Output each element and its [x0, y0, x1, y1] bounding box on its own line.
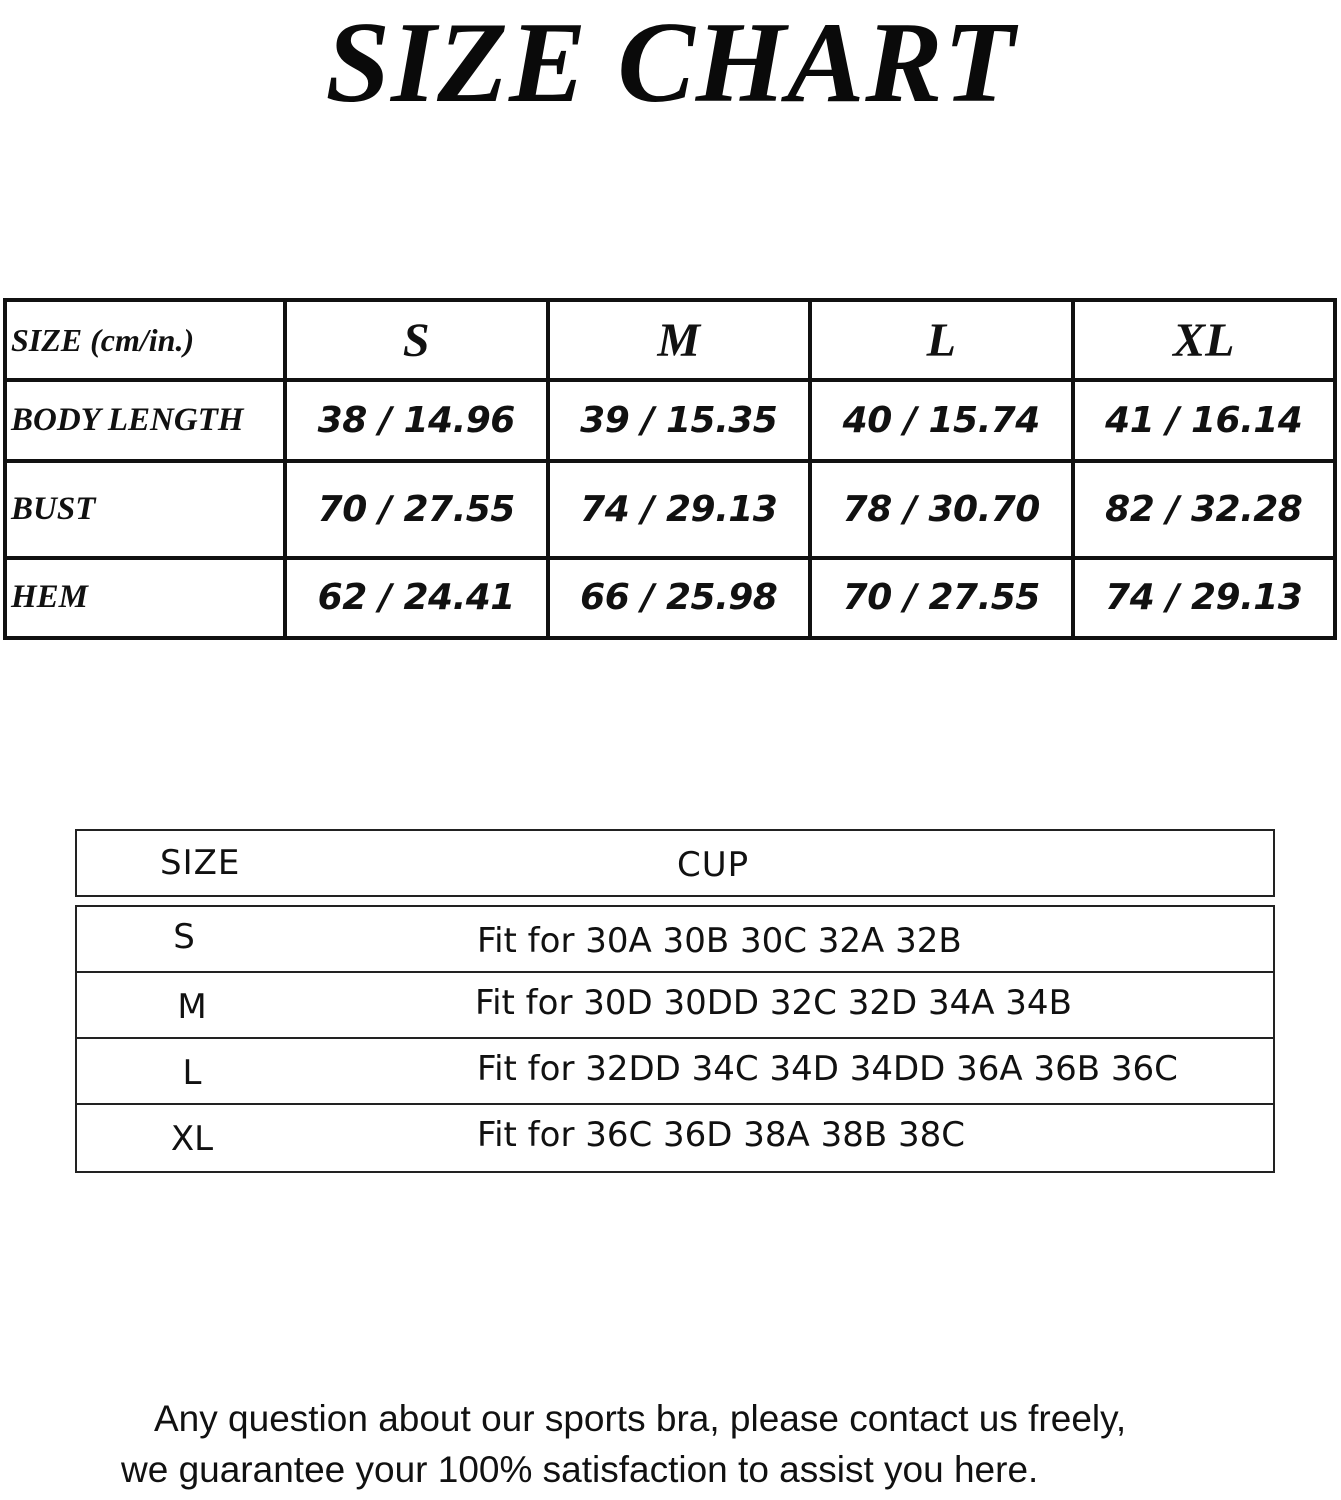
table-header-row [5, 300, 1335, 380]
row-label-hem: HEM [5, 558, 285, 639]
cell-value: 78 / 30.70 [810, 461, 1073, 558]
cup-row-fit: Fit for 30D 30DD 32C 32D 34A 34B [475, 983, 1072, 1023]
cell-value: 62 / 24.41 [285, 558, 548, 639]
cell-value: 40 / 15.74 [810, 380, 1073, 460]
cell-value: 82 / 32.28 [1073, 461, 1336, 558]
row-label-bust: BUST [5, 461, 285, 558]
cup-row-size: S [173, 917, 195, 957]
cell-value: 74 / 29.13 [1073, 558, 1336, 639]
cell-value: 70 / 27.55 [285, 461, 548, 558]
cup-row-size: XL [170, 1119, 214, 1159]
cell-value: 41 / 16.14 [1073, 380, 1336, 460]
table-row [5, 380, 1335, 460]
cup-size-header: SIZE [160, 843, 241, 883]
cup-row-fit: Fit for 36C 36D 38A 38B 38C [477, 1115, 966, 1155]
cup-header: CUP [677, 845, 750, 885]
cup-row-fit: Fit for 30A 30B 30C 32A 32B [477, 921, 962, 961]
cell-value: 66 / 25.98 [548, 558, 811, 639]
cup-row-size: M [177, 987, 207, 1027]
size-header-l: L [810, 300, 1073, 380]
size-header-xl: XL [1073, 300, 1336, 380]
table-row [5, 558, 1335, 639]
header-size-label: SIZE (cm/in.) [5, 300, 285, 380]
measurement-table [3, 298, 1337, 640]
size-header-m: M [548, 300, 811, 380]
footer-line-1: Any question about our sports bra, please contact us freely, [154, 1398, 1127, 1439]
footer-line-2: we guarantee your 100% satisfaction to assist you here. [121, 1449, 1039, 1490]
list-item [77, 971, 1273, 1037]
cell-value: 39 / 15.35 [548, 380, 811, 460]
list-item [77, 1037, 1273, 1103]
size-header-s: S [285, 300, 548, 380]
cup-row-fit: Fit for 32DD 34C 34D 34DD 36A 36B 36C [477, 1049, 1178, 1089]
list-item [77, 1103, 1273, 1169]
page-title: SIZE CHART [325, 0, 1016, 127]
cup-table-body [75, 905, 1275, 1173]
cell-value: 38 / 14.96 [285, 380, 548, 460]
cup-table-header [75, 829, 1275, 897]
table-row [5, 461, 1335, 558]
row-label-body-length: BODY LENGTH [5, 380, 285, 460]
cell-value: 74 / 29.13 [548, 461, 811, 558]
cup-row-size: L [182, 1053, 202, 1093]
cell-value: 70 / 27.55 [810, 558, 1073, 639]
list-item [77, 907, 1273, 971]
